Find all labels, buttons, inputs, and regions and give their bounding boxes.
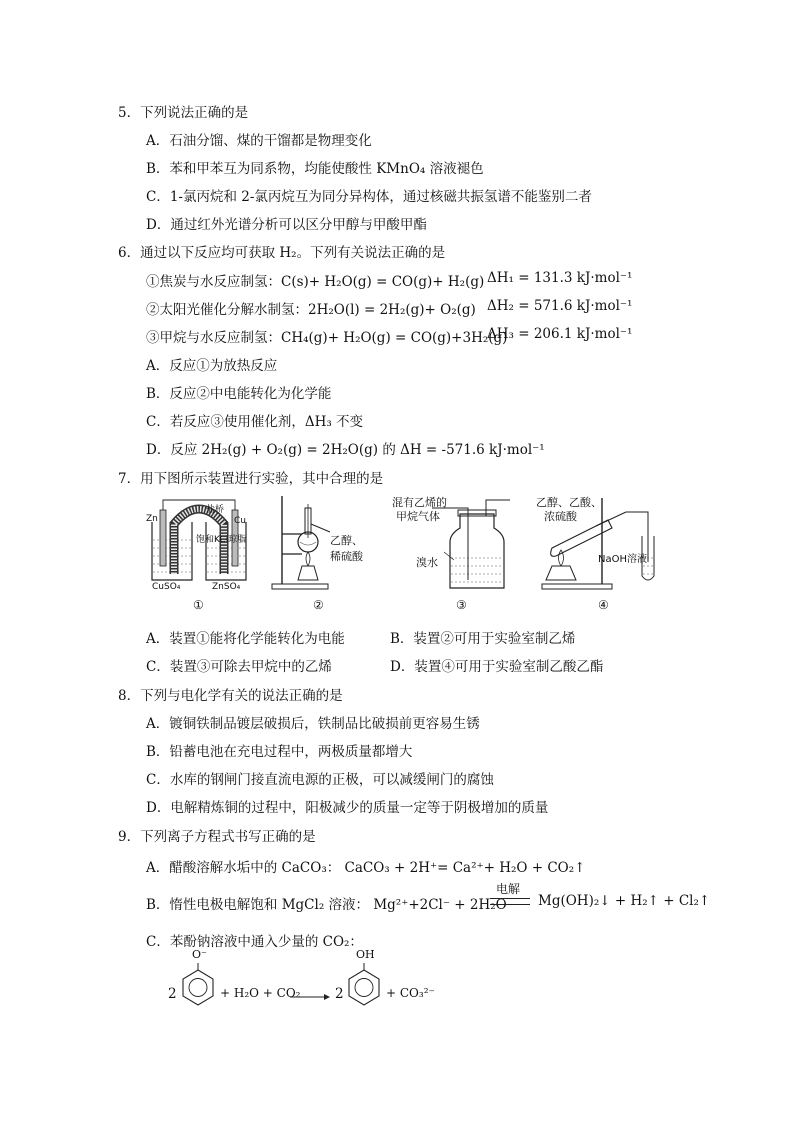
- q7-option-d: D．装置④可用于实验室制乙酸乙酯: [390, 659, 604, 675]
- fig1-agar-label: 饱和KCl琼脂: [196, 535, 247, 545]
- fig1-galvanic-cell: [146, 494, 256, 594]
- q7-option-a: A．装置①能将化学能转化为电能: [146, 631, 345, 647]
- q6-option-a: A．反应①为放热反应: [146, 358, 278, 374]
- q9-option-b-condition: 电解: [496, 882, 521, 896]
- q9-eq-coefficient-1: 2: [168, 986, 177, 1002]
- fig2-ethylene-apparatus: [268, 492, 378, 594]
- q6-stem: 6．通过以下反应均可获取 H₂。下列有关说法正确的是: [118, 245, 446, 261]
- reaction-arrow: [290, 990, 330, 1000]
- q6-option-d: D．反应 2H₂(g) + O₂(g) = 2H₂O(g) 的 ΔH = -571.6 kJ·mol⁻¹: [146, 442, 545, 458]
- fig3-number: ③: [456, 598, 467, 612]
- q8-stem: 8．下列与电化学有关的说法正确的是: [118, 688, 343, 704]
- q9-option-b-equals-sign: [490, 898, 530, 905]
- q8-option-b: B．铅蓄电池在充电过程中，两极质量都增大: [146, 744, 413, 760]
- q9-option-a: A．醋酸溶解水垢中的 CaCO₃： CaCO₃ + 2H⁺= Ca²⁺+ H₂O + CO₂↑: [146, 860, 586, 876]
- q8-option-c: C．水库的钢闸门接直流电源的正极，可以减缓闸门的腐蚀: [146, 772, 494, 788]
- q9-eq-reactants: + H₂O + CO₂: [220, 986, 301, 1000]
- fig1-right-solution: ZnSO₄: [212, 582, 241, 592]
- fig4-ester-apparatus: [530, 492, 670, 594]
- q6-reaction-1-enthalpy: ΔH₁ = 131.3 kJ·mol⁻¹: [487, 270, 633, 286]
- fig1-salt-bridge-label: 盐桥: [206, 505, 225, 515]
- q9-option-b-right: Mg(OH)₂↓ + H₂↑ + Cl₂↑: [538, 893, 711, 909]
- q9-eq-phenol-oh: OH: [356, 948, 375, 961]
- phenol-ring: [346, 958, 382, 1008]
- fig4-number: ④: [598, 598, 609, 612]
- q9-option-b-left: B．惰性电极电解饱和 MgCl₂ 溶液： Mg²⁺+2Cl⁻ + 2H₂O: [146, 897, 507, 913]
- q9-stem: 9．下列离子方程式书写正确的是: [118, 829, 316, 845]
- fig2-sulfuric-acid-label: 稀硫酸: [330, 550, 363, 563]
- fig4-reagent-label-2: 浓硫酸: [544, 510, 577, 523]
- q6-reaction-2-enthalpy: ΔH₂ = 571.6 kJ·mol⁻¹: [487, 298, 633, 314]
- fig3-gas-washing-bottle: [392, 492, 522, 594]
- fig4-naoh-label: NaOH溶液: [598, 554, 647, 565]
- q6-option-c: C．若反应③使用催化剂，ΔH₃ 不变: [146, 414, 364, 430]
- fig2-ethanol-label: 乙醇、: [330, 534, 363, 547]
- fig1-left-solution: CuSO₄: [152, 582, 181, 592]
- fig3-bromine-water-label: 溴水: [416, 556, 438, 569]
- q9-option-c: C．苯酚钠溶液中通入少量的 CO₂：: [146, 934, 363, 950]
- q8-option-a: A．镀铜铁制品镀层破损后，铁制品比破损前更容易生锈: [146, 716, 480, 732]
- q5-option-c: C．1-氯丙烷和 2-氯丙烷互为同分异构体，通过核磁共振氢谱不能鉴别二者: [146, 189, 592, 205]
- q8-option-d: D．电解精炼铜的过程中，阳极减少的质量一定等于阴极增加的质量: [146, 800, 549, 816]
- q9-eq-phenoxide-o: O⁻: [192, 948, 207, 961]
- q9-eq-coefficient-2: 2: [335, 986, 344, 1002]
- q7-option-c: C．装置③可除去甲烷中的乙烯: [146, 659, 332, 675]
- q6-reaction-1: ①焦炭与水反应制氢：C(s)+ H₂O(g) = CO(g)+ H₂(g): [146, 274, 485, 290]
- q6-option-b: B．反应②中电能转化为化学能: [146, 386, 332, 402]
- fig2-number: ②: [313, 598, 324, 612]
- q5-option-b: B．苯和甲苯互为同系物，均能使酸性 KMnO₄ 溶液褪色: [146, 161, 484, 177]
- fig3-gas-label-2: 甲烷气体: [396, 510, 440, 523]
- q9-eq-carbonate: + CO₃²⁻: [386, 986, 435, 1000]
- fig1-number: ①: [193, 598, 204, 612]
- q5-option-d: D．通过红外光谱分析可以区分甲醇与甲酸甲酯: [146, 217, 427, 233]
- q5-stem: 5．下列说法正确的是: [118, 105, 249, 121]
- phenoxide-ring: [180, 958, 216, 1008]
- q7-option-b: B．装置②可用于实验室制乙烯: [390, 631, 576, 647]
- q5-option-a: A．石油分馏、煤的干馏都是物理变化: [146, 133, 372, 149]
- fig3-gas-label-1: 混有乙烯的: [392, 496, 447, 509]
- q7-stem: 7．用下图所示装置进行实验，其中合理的是: [118, 471, 384, 487]
- q6-reaction-2: ②太阳光催化分解水制氢：2H₂O(l) = 2H₂(g)+ O₂(g): [146, 302, 476, 318]
- q6-reaction-3: ③甲烷与水反应制氢：CH₄(g)+ H₂O(g) = CO(g)+3H₂(g): [146, 330, 508, 346]
- fig4-reagent-label-1: 乙醇、乙酸、: [536, 496, 602, 509]
- q6-reaction-3-enthalpy: ΔH₃ = 206.1 kJ·mol⁻¹: [487, 326, 633, 342]
- fig1-cu-label: Cu: [234, 516, 246, 526]
- fig1-zn-label: Zn: [146, 514, 158, 524]
